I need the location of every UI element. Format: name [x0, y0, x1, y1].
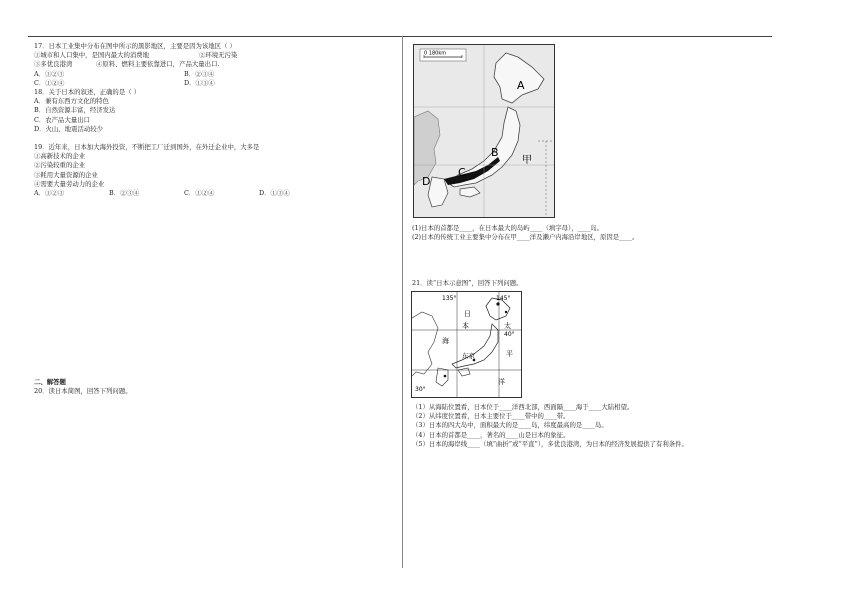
- q19-option-a: A．①②③: [34, 189, 65, 197]
- q21-stem-block: [412, 279, 523, 288]
- q19-option-d: D．①③④: [259, 189, 290, 197]
- q19-options: [34, 189, 394, 198]
- q20-sub2: (2)日本的传统工业主要集中分布在甲____洋及濑户内海沿岸地区，原因是____。: [412, 233, 639, 242]
- top-rule: [28, 36, 772, 37]
- q17-option-a: A．①②③: [34, 69, 65, 78]
- q18-option-d: D．火山、地震活动较少: [34, 124, 104, 133]
- label-tokyo: 东京: [462, 352, 475, 360]
- q17-option-c: C．①②④: [34, 78, 65, 87]
- q17-option-d: D．①③④: [184, 78, 215, 87]
- label-ri: 日: [464, 310, 471, 318]
- q19-item2: ②污染较重的企业: [34, 161, 86, 170]
- label-yang: 洋: [498, 378, 505, 386]
- deg-145: 145°: [496, 295, 511, 302]
- q18-option-c: C．农产品大量出口: [34, 115, 91, 124]
- q21-questions: [412, 403, 688, 449]
- q19-item3: ③耗用大量资源的企业: [34, 170, 98, 179]
- q21-sub1: （1）从海陆位置看，日本位于____洋西北部，西面隔____海于____大陆相望。: [412, 403, 634, 411]
- label-hai: 海: [442, 337, 449, 345]
- q18-stem: 18．关于日本的叙述，正确的是（ ）: [34, 87, 141, 96]
- scale-label: 0 180km: [424, 50, 447, 57]
- label-ping: 平: [506, 350, 513, 358]
- q17-row1: [34, 51, 394, 60]
- label-d: D: [422, 175, 431, 188]
- q17-options-cd: [34, 79, 394, 88]
- q21-sub4: （4）日本的首都是____，著名的____山是日本的象征。: [412, 430, 570, 439]
- q17-item2: ②环境无污染: [199, 51, 238, 60]
- section-2-heading: 二、解答题: [34, 378, 66, 386]
- q17-option-b: B．②③④: [184, 69, 215, 78]
- deg-135: 135°: [442, 295, 457, 302]
- deg-40: 40°: [504, 331, 515, 338]
- q21-sub3: （3）日本的四大岛中，面积最大的是____岛，纬度最高的是____岛。: [412, 421, 608, 430]
- q17-stem: 17．日本工业集中分布在图中所示的黑影地区，主要是因为该地区（ ）: [34, 42, 236, 50]
- label-jia: 甲: [522, 155, 532, 166]
- q19-item1: ①高新技术的企业: [34, 152, 86, 161]
- q17-options-ab: [34, 70, 394, 79]
- q19-item4: ④需要大量劳动力的企业: [34, 179, 105, 188]
- q18-option-b: B．自然资源丰富，经济发达: [34, 106, 116, 115]
- q21-stem: 21．读“日本示意图”，回答下列问题。: [412, 279, 523, 287]
- spacer: [34, 134, 394, 143]
- japan-map-1: [413, 44, 555, 218]
- q19-option-b: B．②③④: [109, 189, 140, 197]
- left-column: [34, 42, 394, 198]
- deg-30: 30°: [415, 386, 426, 393]
- label-a: A: [517, 79, 525, 92]
- label-tai: 太: [504, 322, 511, 330]
- label-b: B: [491, 146, 499, 159]
- q21-sub2: （2）从纬度位置看，日本主要位于____带中的____带。: [412, 412, 570, 421]
- q20-questions: [412, 224, 638, 242]
- section-2: [34, 378, 132, 396]
- q18-option-a: A．兼有东西方文化的特色: [34, 97, 109, 106]
- column-divider: [402, 36, 403, 568]
- q19-option-c: C．①②④: [184, 189, 215, 197]
- q17-row2: [34, 60, 394, 69]
- q21-sub5: （5）日本的海岸线____（填“曲折”或“平直”），多优良港湾，为日本的经济发展提供了有利条件。: [412, 439, 688, 448]
- q17-item3: ③多优良港湾: [34, 60, 73, 69]
- q20-sub1: (1)日本的首都是____，在日本最大的岛屿____（填字母），____岛。: [412, 224, 604, 232]
- q20-stem: 20．读日本简图，回答下列问题。: [34, 387, 132, 396]
- q19-stem: 19．近年来，日本加大海外投资，不断把工厂迁到国外，在外迁企业中，大多是: [34, 143, 260, 152]
- japan-map-2: [411, 291, 522, 398]
- label-c: C: [458, 166, 466, 179]
- q17-item1: ①城市和人口集中，是国内最大的消费地: [34, 51, 150, 60]
- label-ben: 本: [462, 322, 469, 330]
- q17-item4: ④原料、燃料主要依靠进口，产品大量出口.: [96, 60, 220, 69]
